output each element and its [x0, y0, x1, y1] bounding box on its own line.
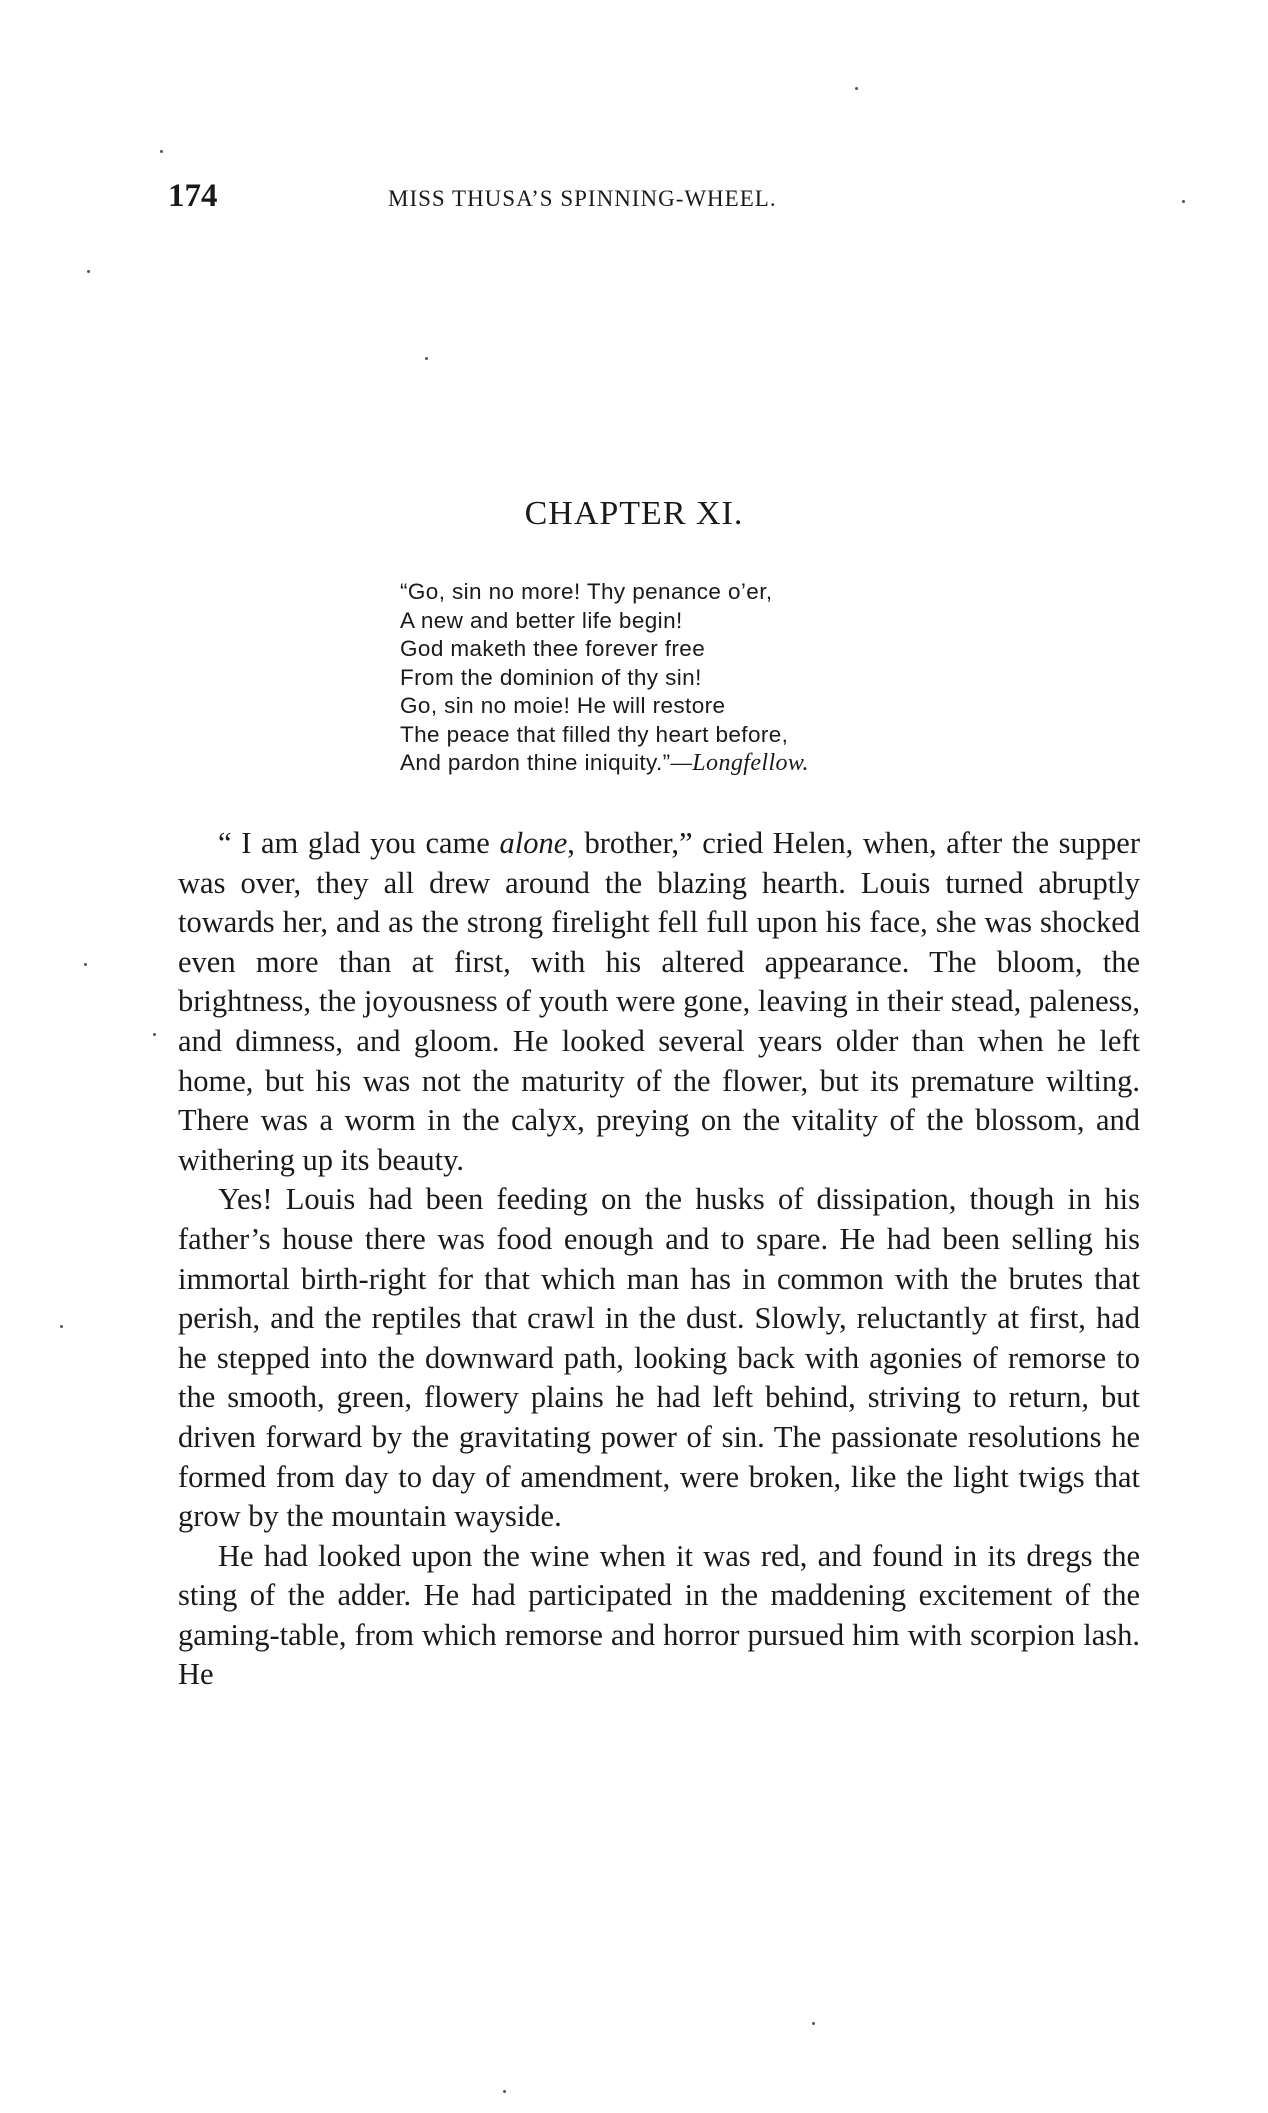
epigraph: [400, 578, 1020, 778]
epigraph-line: From the dominion of thy sin!: [400, 664, 702, 690]
epigraph-last-line: [400, 749, 1020, 778]
epigraph-line: “Go, sin no more! Thy penance o’er,: [400, 579, 773, 604]
page-number: 174: [168, 178, 218, 214]
scan-speck: [855, 87, 858, 90]
epigraph-line: A new and better life begin!: [400, 607, 683, 633]
epigraph-line-text: And pardon thine iniquity.”: [400, 750, 671, 775]
paragraph-text: , brother,” cried Helen, when, after the supper was over, they all drew around the blazing hearth. Louis turned abruptly towards her, and as the strong firelight fell full upon his face, she was shocked even more than at first, with his altered appearance. The bloom, the brightness, the joyousness of youth were gone, leaving in their stead, paleness, and dimness, and gloom. He looked several years older than when he left home, but his was not the maturity of the flower, but its premature wilting. There was a worm in the calyx, preying on the vitality of the blossom, and withering up its beauty.: [178, 826, 1140, 1177]
scan-speck: [425, 357, 428, 360]
book-title: MISS THUSA’S SPINNING-WHEEL.: [388, 186, 777, 211]
scan-speck: [160, 150, 163, 153]
scan-speck: [812, 2022, 815, 2025]
paragraph: Yes! Louis had been feeding on the husks of dissipation, though in his father’s house there was food enough and to spare. He had been selling his immortal birth-right for that which man has in common with the brutes that perish, and the reptiles that crawl in the dust. Slowly, reluctantly at first, had he stepped into the downward path, looking back with agonies of remorse to the smooth, green, flowery plains he had left behind, striving to return, but driven forward by the gravitating power of sin. The passionate resolutions he formed from day to day of amendment, were broken, like the light twigs that grow by the mountain wayside.: [178, 1182, 1140, 1534]
running-head: [168, 178, 1168, 218]
epigraph-line: Go, sin no moie! He will restore: [400, 693, 726, 718]
epigraph-attribution: —Longfellow.: [670, 750, 809, 776]
scan-speck: [153, 1033, 156, 1036]
paragraph-text: “ I am glad you came: [218, 826, 500, 860]
scan-speck: [87, 270, 90, 273]
scan-speck: [84, 963, 87, 966]
scan-speck: [503, 2090, 506, 2093]
epigraph-line: God maketh thee forever free: [400, 636, 706, 661]
paragraph: [178, 824, 1140, 1180]
emphasized-word: alone: [499, 826, 568, 860]
body-text: [178, 824, 1140, 1695]
chapter-heading: CHAPTER XI.: [524, 495, 744, 532]
scan-speck: [60, 1325, 63, 1328]
scan-speck: [1182, 200, 1185, 203]
epigraph-line: The peace that filled thy heart before,: [400, 721, 789, 747]
paragraph: He had looked upon the wine when it was red, and found in its dregs the sting of the adder. He had participated in the maddening excitement of the gaming-table, from which remorse and horror pursued him with scorpion lash. He: [178, 1538, 1140, 1692]
